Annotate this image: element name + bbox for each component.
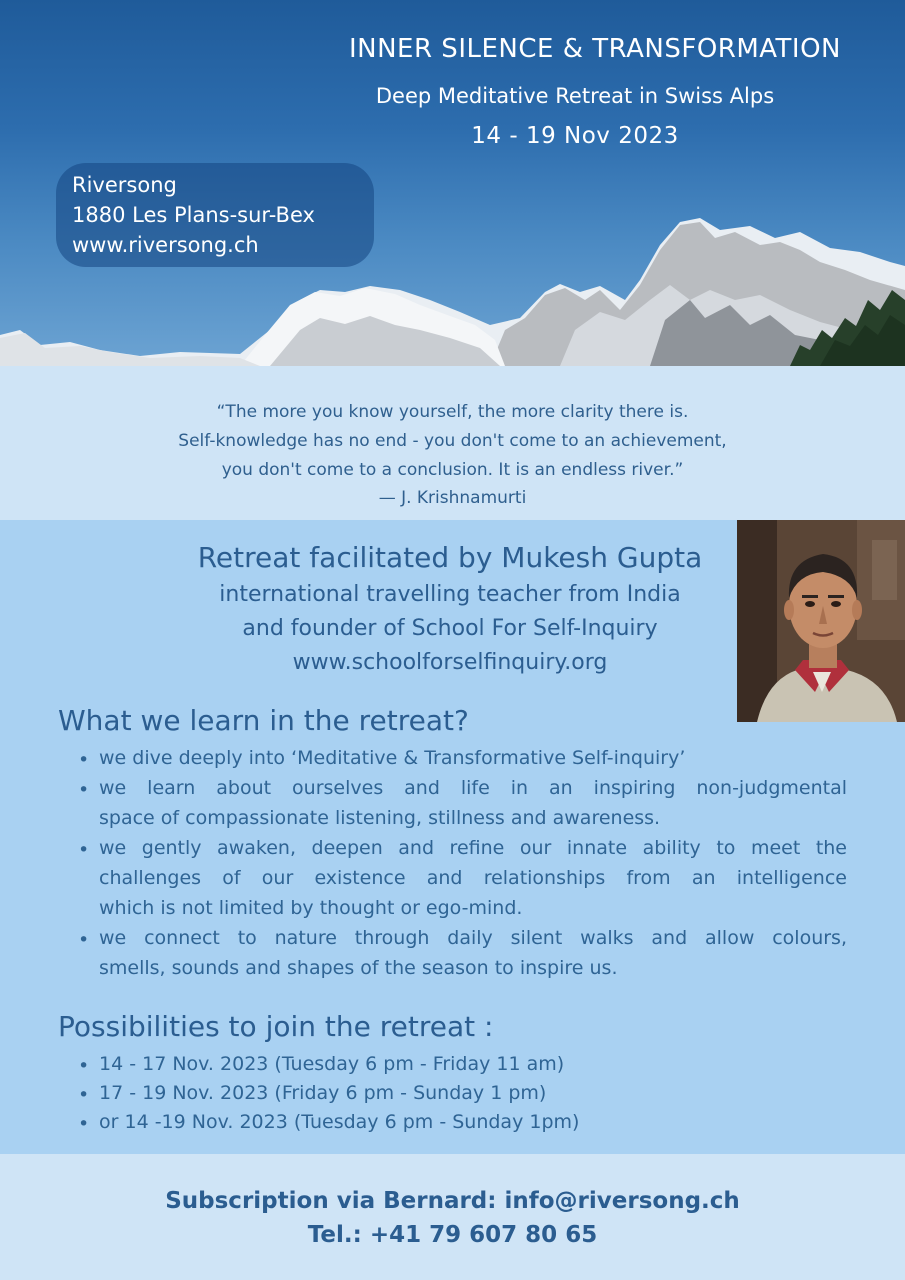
quote-attribution: — J. Krishnamurti — [378, 488, 527, 508]
bullet-icon: • — [78, 1113, 90, 1135]
footer-contact — [0, 1154, 905, 1280]
join-option: or 14 -19 Nov. 2023 (Tuesday 6 pm - Sunday 1pm) — [99, 1111, 580, 1133]
retreat-title: INNER SILENCE & TRANSFORMATION — [348, 34, 842, 64]
learn-bullet-line: smells, sounds and shapes of the season to inspire us. — [99, 957, 618, 979]
join-option: 14 - 17 Nov. 2023 (Tuesday 6 pm - Friday 11 am) — [99, 1053, 565, 1075]
learn-bullet-line: we connect to nature through daily silent walks and allow colours, — [99, 927, 847, 949]
learn-bullet-line: challenges of our existence and relationships from an intelligence — [99, 867, 847, 889]
join-heading: Possibilities to join the retreat : — [58, 1010, 494, 1043]
learn-heading: What we learn in the retreat? — [58, 704, 469, 737]
learn-bullet-line: which is not limited by thought or ego-mind. — [99, 897, 523, 919]
bullet-icon: • — [78, 749, 90, 771]
learn-bullet-line: we learn about ourselves and life in an inspiring non-judgmental — [99, 777, 847, 799]
learn-bullet-line: space of compassionate listening, stillness and awareness. — [99, 807, 661, 829]
facilitator-website-link[interactable]: www.schoolforselfinquiry.org — [292, 650, 608, 675]
hero-banner — [0, 0, 905, 366]
venue-address: 1880 Les Plans-sur-Bex — [72, 203, 315, 227]
phone-number[interactable]: Tel.: +41 79 607 80 65 — [307, 1222, 598, 1248]
bullet-icon: • — [78, 1055, 90, 1077]
join-option: 17 - 19 Nov. 2023 (Friday 6 pm - Sunday 1 pm) — [99, 1082, 547, 1104]
facilitator-heading: Retreat facilitated by Mukesh Gupta — [197, 541, 703, 574]
facilitator-portrait — [737, 520, 905, 722]
facilitator-description: and founder of School For Self-Inquiry — [242, 616, 658, 641]
retreat-subtitle: Deep Meditative Retreat in Swiss Alps — [375, 84, 775, 108]
subscription-email-link[interactable]: Subscription via Bernard: info@riversong.ch — [165, 1188, 740, 1214]
quote-line: “The more you know yourself, the more clarity there is. — [216, 402, 689, 422]
venue-website-link[interactable]: www.riversong.ch — [72, 233, 259, 257]
learn-bullet-line: we gently awaken, deepen and refine our innate ability to meet the — [99, 837, 847, 859]
retreat-dates: 14 - 19 Nov 2023 — [471, 123, 679, 149]
bullet-icon: • — [78, 929, 90, 951]
learn-bullet-line: we dive deeply into ‘Meditative & Transformative Self-inquiry’ — [99, 747, 686, 769]
quote-line: you don't come to a conclusion. It is an endless river.” — [221, 460, 684, 480]
bullet-icon: • — [78, 1084, 90, 1106]
quote-line: Self-knowledge has no end - you don't come to an achievement, — [178, 431, 727, 451]
venue-name: Riversong — [72, 173, 177, 197]
bullet-icon: • — [78, 779, 90, 801]
bullet-icon: • — [78, 839, 90, 861]
facilitator-description: international travelling teacher from India — [219, 582, 681, 607]
